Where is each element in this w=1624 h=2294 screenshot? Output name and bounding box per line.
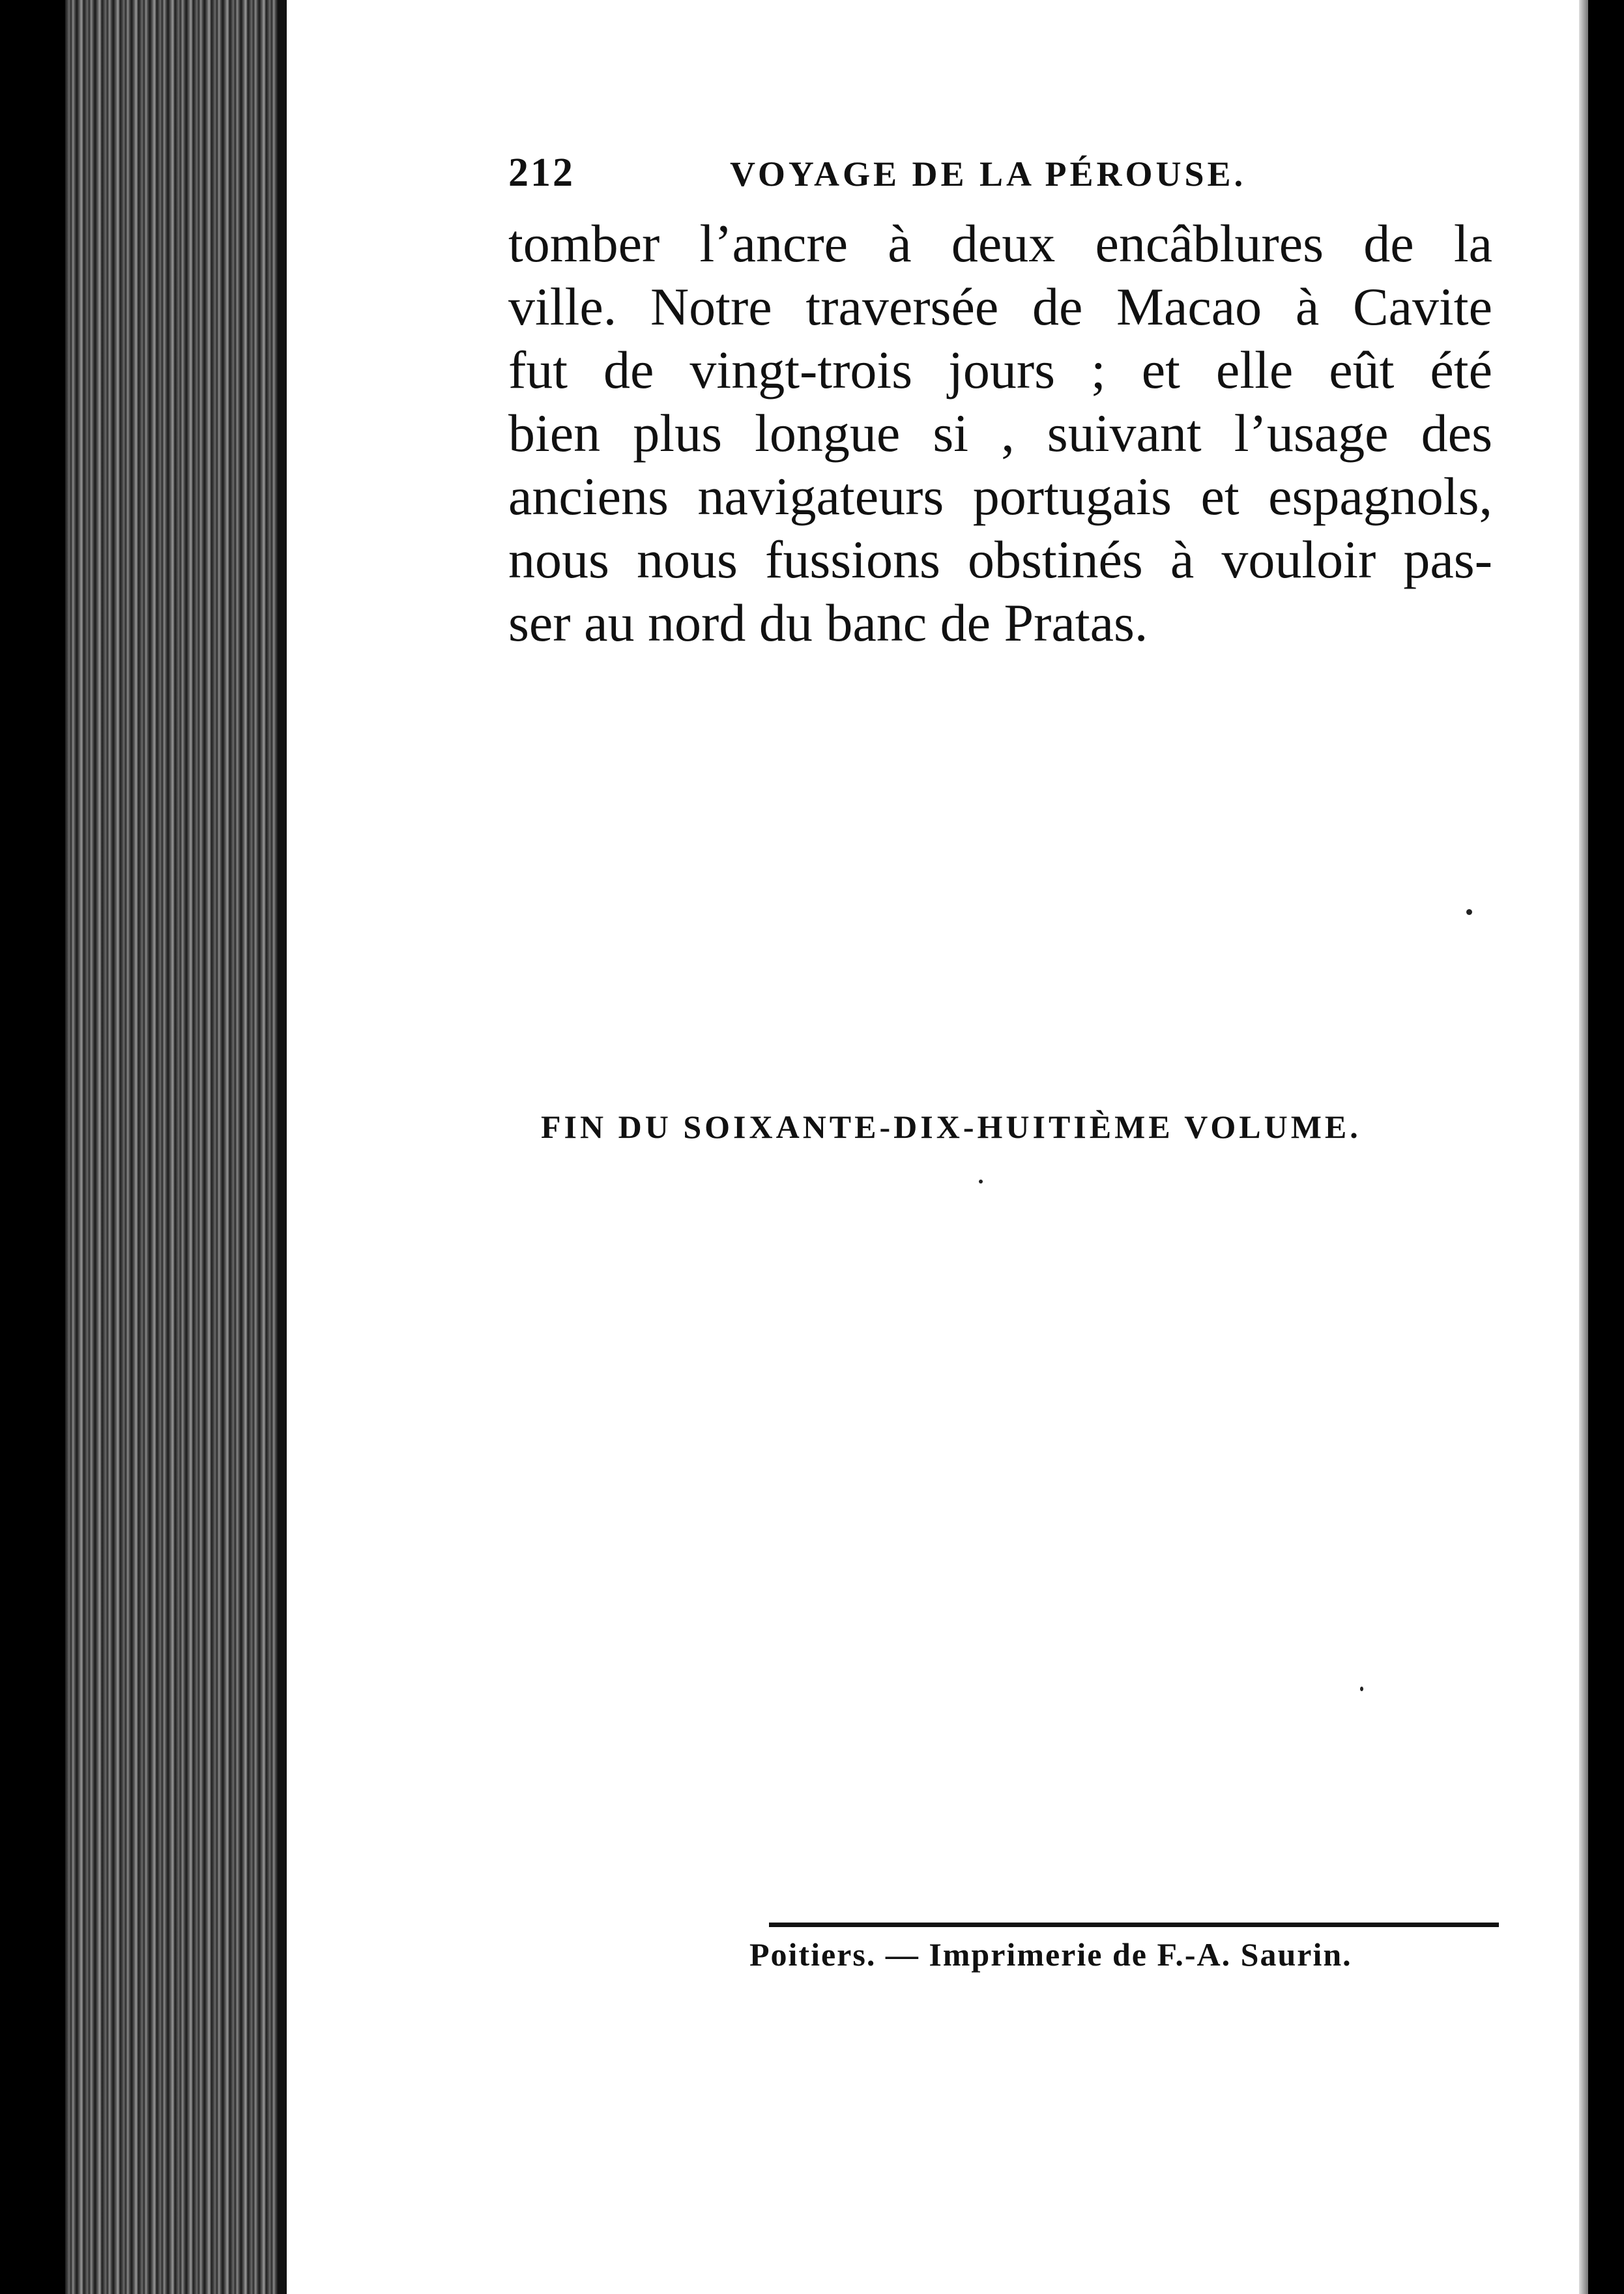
body-text: [508, 212, 1492, 654]
text-line: ser au nord du banc de Pratas.: [508, 593, 1148, 652]
text-line: anciens navigateurs portugais et espagnols,: [508, 467, 1492, 526]
page-header: [508, 150, 1564, 202]
text-line: nous nous fussions obstinés à vouloir pas-: [508, 530, 1492, 589]
scan-right-edge: [1579, 0, 1588, 2294]
scan-right-margin: [1588, 0, 1624, 2294]
text-line: tomber l’ancre à deux encâblures de la: [508, 214, 1492, 273]
ink-speck: [1466, 909, 1472, 915]
book-page-edges: [65, 0, 287, 2294]
ink-speck: [1360, 1687, 1363, 1691]
scan-left-margin: [0, 0, 65, 2294]
running-title: VOYAGE DE LA PÉROUSE.: [730, 154, 1247, 194]
printed-page: [287, 0, 1579, 2294]
printer-imprint: Poitiers. — Imprimerie de F.-A. Saurin.: [749, 1936, 1352, 1973]
text-line: bien plus longue si , suivant l’usage des: [508, 403, 1492, 463]
text-line: ville. Notre traversée de Macao à Cavite: [508, 277, 1492, 336]
page-number: 212: [508, 151, 575, 195]
imprint-rule: [769, 1923, 1499, 1927]
end-of-volume-note: FIN DU SOIXANTE-DIX-HUITIÈME VOLUME.: [541, 1109, 1361, 1145]
text-line: fut de vingt-trois jours ; et elle eût été: [508, 340, 1492, 399]
ink-speck: [979, 1180, 983, 1183]
